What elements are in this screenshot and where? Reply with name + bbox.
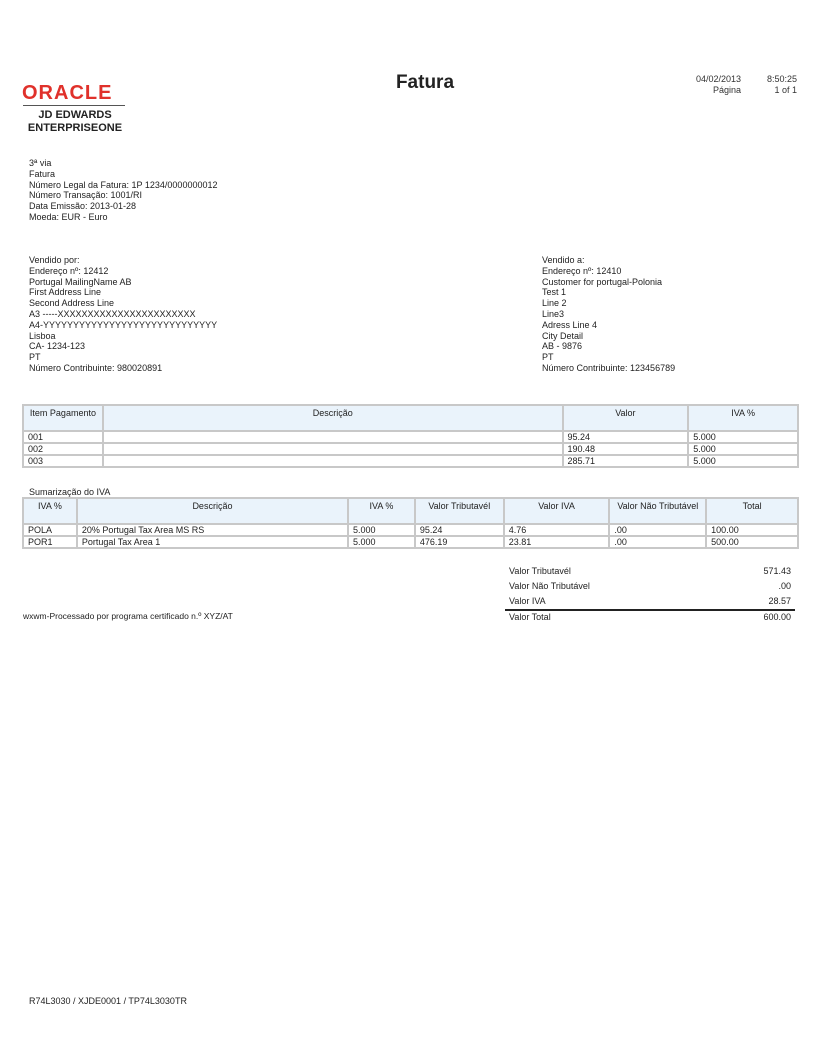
- seller-address-line: First Address Line: [29, 287, 102, 298]
- taxable-value: 476.19: [415, 536, 504, 548]
- row-total: 100.00: [706, 524, 798, 536]
- item-vat: 5.000: [688, 443, 798, 455]
- copy-number: 3ª via: [29, 158, 52, 168]
- table-row: [23, 536, 798, 548]
- col-vat-code: IVA %: [23, 498, 77, 524]
- vat-value: 23.81: [504, 536, 610, 548]
- total-value: 571.43: [763, 566, 791, 576]
- report-footer-ids: R74L3030 / XJDE0001 / TP74L3030TR: [29, 996, 187, 1006]
- buyer-address-line: Adress Line 4: [542, 319, 598, 330]
- total-taxable: [505, 564, 795, 579]
- oracle-jde-logo: [22, 83, 128, 135]
- seller-address-number: Endereço nº: 12412: [29, 265, 109, 276]
- col-vat-percent: IVA %: [688, 405, 798, 431]
- total-label: Valor Não Tributável: [509, 581, 590, 591]
- invoice-info: [29, 158, 217, 223]
- total-vat: [505, 594, 795, 609]
- report-meta-right: [745, 74, 797, 96]
- vat-code: POLA: [23, 524, 77, 536]
- vat-value: 4.76: [504, 524, 610, 536]
- total-non-taxable: [505, 579, 795, 594]
- row-total: 500.00: [706, 536, 798, 548]
- item-vat: 5.000: [688, 431, 798, 443]
- item-vat: 5.000: [688, 455, 798, 467]
- col-item-payment: Item Pagamento: [23, 405, 103, 431]
- non-taxable-value: .00: [609, 536, 706, 548]
- buyer-address: [542, 255, 675, 374]
- total-value: 600.00: [763, 612, 791, 622]
- table-row: [23, 443, 798, 455]
- vat-summary-table: [22, 497, 799, 549]
- table-row: [23, 431, 798, 443]
- item-number: 001: [23, 431, 103, 443]
- item-description: [103, 455, 563, 467]
- seller-tax-id: Número Contribuinte: 980020891: [29, 362, 163, 373]
- vat-percent: 5.000: [348, 536, 415, 548]
- item-number: 003: [23, 455, 103, 467]
- vat-description: Portugal Tax Area 1: [77, 536, 348, 548]
- col-description: Descrição: [103, 405, 563, 431]
- currency: Moeda: EUR - Euro: [29, 211, 108, 222]
- buyer-address-line: Line 2: [542, 298, 567, 309]
- seller-postal-code: CA- 1234-123: [29, 341, 86, 352]
- table-row: [23, 524, 798, 536]
- items-header-row: [23, 405, 798, 431]
- table-row: [23, 455, 798, 467]
- seller-address-line: A3 -----XXXXXXXXXXXXXXXXXXXXXXX: [29, 308, 196, 319]
- item-description: [103, 431, 563, 443]
- seller-heading: Vendido por:: [29, 255, 80, 265]
- total-label: Valor Tributavél: [509, 566, 571, 576]
- seller-address: [29, 255, 217, 374]
- col-total: Total: [706, 498, 798, 524]
- col-non-taxable-value: Valor Não Tributável: [609, 498, 706, 524]
- total-value: 28.57: [768, 596, 791, 606]
- logo-divider: [23, 105, 125, 106]
- report-time: 8:50:25: [766, 74, 797, 84]
- vat-header-row: [23, 498, 798, 524]
- total-label: Valor Total: [509, 612, 551, 622]
- item-value: 190.48: [563, 443, 689, 455]
- seller-city: Lisboa: [29, 330, 56, 341]
- col-taxable-value: Valor Tributavél: [415, 498, 504, 524]
- item-value: 95.24: [563, 431, 689, 443]
- seller-name: Portugal MailingName AB: [29, 276, 132, 287]
- item-value: 285.71: [563, 455, 689, 467]
- grand-total: [505, 611, 795, 623]
- vat-description: 20% Portugal Tax Area MS RS: [77, 524, 348, 536]
- certification-note: wxwm-Processado por programa certificado n.º XYZ/AT: [23, 611, 233, 621]
- col-vat-percent: IVA %: [348, 498, 415, 524]
- logo-product-line2: ENTERPRISEONE: [27, 122, 123, 134]
- buyer-tax-id: Número Contribuinte: 123456789: [542, 362, 676, 373]
- vat-summary-caption: Sumarização do IVA: [29, 487, 111, 497]
- buyer-heading: Vendido a:: [542, 255, 585, 265]
- logo-brand: ORACLE: [22, 82, 113, 104]
- buyer-country: PT: [542, 352, 554, 363]
- item-number: 002: [23, 443, 103, 455]
- page-title: Fatura: [395, 72, 455, 93]
- totals-block: [505, 564, 795, 623]
- page-number: 1 of 1: [774, 85, 797, 95]
- legal-number: Número Legal da Fatura: 1P 1234/0000000012: [29, 179, 218, 190]
- total-label: Valor IVA: [509, 596, 546, 606]
- buyer-address-number: Endereço nº: 12410: [542, 265, 622, 276]
- item-description: [103, 443, 563, 455]
- vat-code: POR1: [23, 536, 77, 548]
- buyer-postal-code: AB - 9876: [542, 341, 583, 352]
- total-value: .00: [778, 581, 791, 591]
- page-label: Página: [712, 85, 741, 95]
- transaction-number: Número Transação: 1001/RI: [29, 190, 143, 201]
- buyer-name: Customer for portugal-Polonia: [542, 276, 663, 287]
- logo-product-line1: JD EDWARDS: [38, 109, 112, 121]
- items-table: [22, 404, 799, 468]
- buyer-address-line: Test 1: [542, 287, 567, 298]
- report-date: 04/02/2013: [695, 74, 741, 84]
- col-description: Descrição: [77, 498, 348, 524]
- vat-percent: 5.000: [348, 524, 415, 536]
- col-value: Valor: [563, 405, 689, 431]
- doc-type: Fatura: [29, 168, 56, 179]
- col-vat-value: Valor IVA: [504, 498, 610, 524]
- seller-address-line: Second Address Line: [29, 298, 115, 309]
- issue-date: Data Emissão: 2013-01-28: [29, 201, 137, 212]
- seller-country: PT: [29, 352, 41, 363]
- buyer-city: City Detail: [542, 330, 584, 341]
- buyer-address-line: Line3: [542, 308, 565, 319]
- non-taxable-value: .00: [609, 524, 706, 536]
- report-meta-left: [650, 74, 741, 96]
- seller-address-line: A4-YYYYYYYYYYYYYYYYYYYYYYYYYYYYY: [29, 319, 218, 330]
- taxable-value: 95.24: [415, 524, 504, 536]
